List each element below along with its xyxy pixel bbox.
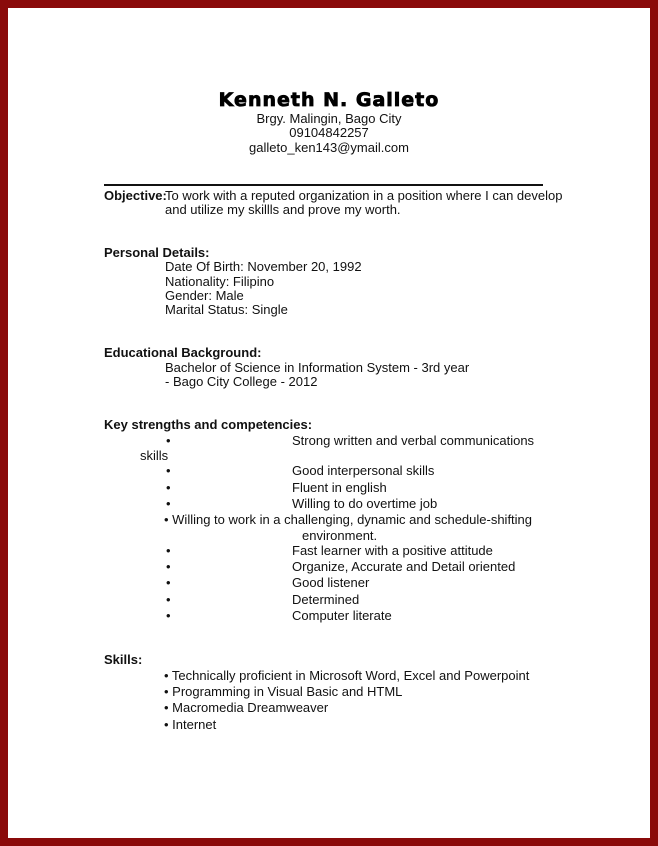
skill-item: • Internet [164,717,217,732]
bullet: • [166,575,171,590]
strength-item: Good interpersonal skills [292,463,435,478]
strength-item: Determined [292,592,360,607]
strength-item: Computer literate [292,608,392,623]
address: Brgy. Malingin, Bago City [256,111,402,126]
objective-text: To work with a reputed organization in a position where I can develop [165,188,563,203]
objective-label: Objective: [104,188,167,203]
strength-item: Organize, Accurate and Detail oriented [292,559,516,574]
bullet: • [166,480,171,495]
skill-item: • Macromedia Dreamweaver [164,700,329,715]
bullet: • [166,592,171,607]
strength-item: Strong written and verbal communications [292,433,535,448]
education-heading: Educational Background: [104,345,262,360]
strength-item: Fast learner with a positive attitude [292,543,493,558]
strength-item: Good listener [292,575,370,590]
applicant-name: Kenneth N. Galleto [218,89,440,111]
strength-item: • Willing to work in a challenging, dynamic and schedule-shifting [164,512,533,527]
personal-item: Gender: Male [165,288,244,303]
bullet: • [166,496,171,511]
personal-item: Marital Status: Single [165,302,288,317]
skill-item: • Programming in Visual Basic and HTML [164,684,403,699]
strength-item: Willing to do overtime job [292,496,438,511]
skills-heading: Skills: [104,652,143,667]
bullet: • [166,559,171,574]
objective-text: and utilize my skillls and prove my worth. [165,202,401,217]
education-item: - Bago City College - 2012 [165,374,318,389]
strength-item: Fluent in english [292,480,387,495]
divider [104,184,543,186]
bullet: • [166,433,171,448]
bullet: • [166,608,171,623]
phone: 09104842257 [289,125,369,140]
personal-item: Date Of Birth: November 20, 1992 [165,259,362,274]
bullet: • [166,543,171,558]
personal-item: Nationality: Filipino [165,274,275,289]
personal-details-heading: Personal Details: [104,245,210,260]
strength-item: environment. [302,528,378,543]
strengths-heading: Key strengths and competencies: [104,417,313,432]
strength-item: skills [140,448,169,463]
education-item: Bachelor of Science in Information System - 3rd year [165,360,470,375]
email: galleto_ken143@ymail.com [249,140,409,155]
skill-item: • Technically proficient in Microsoft Word, Excel and Powerpoint [164,668,530,683]
bullet: • [166,463,171,478]
